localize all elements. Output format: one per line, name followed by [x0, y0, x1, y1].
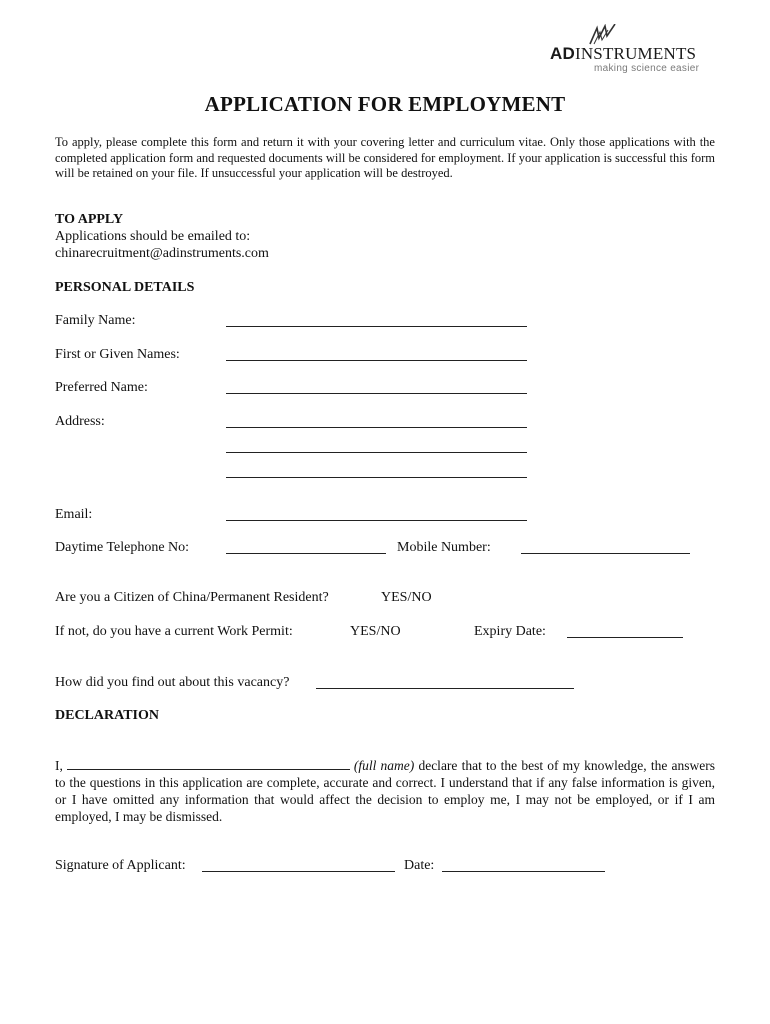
declaration-heading: DECLARATION — [55, 708, 159, 723]
expiry-date-field[interactable] — [567, 637, 683, 638]
family-name-field[interactable] — [226, 326, 527, 327]
mobile-number-label: Mobile Number: — [397, 540, 491, 555]
preferred-name-field[interactable] — [226, 393, 527, 394]
logo-brand: ADINSTRUMENTS — [550, 44, 697, 63]
intro-paragraph: To apply, please complete this form and return it with your covering letter and curriculum vitae. Only those applications with the completed application form and requested documents will be considered for employment. If your application is successful this form will be retained on your file. If unsuccessful your application will be destroyed. — [55, 135, 715, 180]
first-names-label: First or Given Names: — [55, 347, 180, 362]
personal-details-heading: PERSONAL DETAILS — [55, 280, 195, 295]
declaration-full-name-field[interactable] — [67, 757, 350, 770]
work-permit-question: If not, do you have a current Work Permit: — [55, 624, 293, 639]
family-name-label: Family Name: — [55, 313, 136, 328]
address-field-line-3[interactable] — [226, 477, 527, 478]
mobile-number-field[interactable] — [521, 553, 690, 554]
logo-wave-icon — [588, 24, 618, 46]
application-email-link[interactable]: chinarecruitment@adinstruments.com — [55, 246, 269, 261]
signature-label: Signature of Applicant: — [55, 858, 186, 873]
to-apply-heading: TO APPLY — [55, 212, 124, 227]
address-label: Address: — [55, 414, 105, 429]
vacancy-source-field[interactable] — [316, 688, 574, 689]
expiry-date-label: Expiry Date: — [474, 624, 546, 639]
email-field[interactable] — [226, 520, 527, 521]
preferred-name-label: Preferred Name: — [55, 380, 148, 395]
page-title: APPLICATION FOR EMPLOYMENT — [204, 92, 566, 116]
work-permit-yes-no[interactable]: YES/NO — [350, 624, 401, 639]
address-field-line-1[interactable] — [226, 427, 527, 428]
company-logo — [548, 24, 718, 74]
email-label: Email: — [55, 507, 93, 522]
signature-date-label: Date: — [404, 858, 435, 873]
daytime-phone-label: Daytime Telephone No: — [55, 540, 190, 555]
signature-field[interactable] — [202, 871, 395, 872]
vacancy-question: How did you find out about this vacancy? — [55, 675, 290, 690]
citizen-yes-no[interactable]: YES/NO — [381, 590, 432, 605]
to-apply-instruction: Applications should be emailed to: — [55, 229, 251, 244]
daytime-phone-field[interactable] — [226, 553, 386, 554]
address-field-line-2[interactable] — [226, 452, 527, 453]
first-names-field[interactable] — [226, 360, 527, 361]
declaration-paragraph: I, (full name) declare that to the best of my knowledge, the answers to the questions in this application are complete, accurate and correct. I understand that if any false information is given, or I have omitted any information that would affect the decision to employ me, I may not be employed, or if I am employed, I may be dismissed. — [55, 758, 715, 824]
citizen-question: Are you a Citizen of China/Permanent Resident? — [55, 590, 329, 605]
logo-tagline: making science easier — [594, 63, 700, 74]
signature-date-field[interactable] — [442, 871, 605, 872]
